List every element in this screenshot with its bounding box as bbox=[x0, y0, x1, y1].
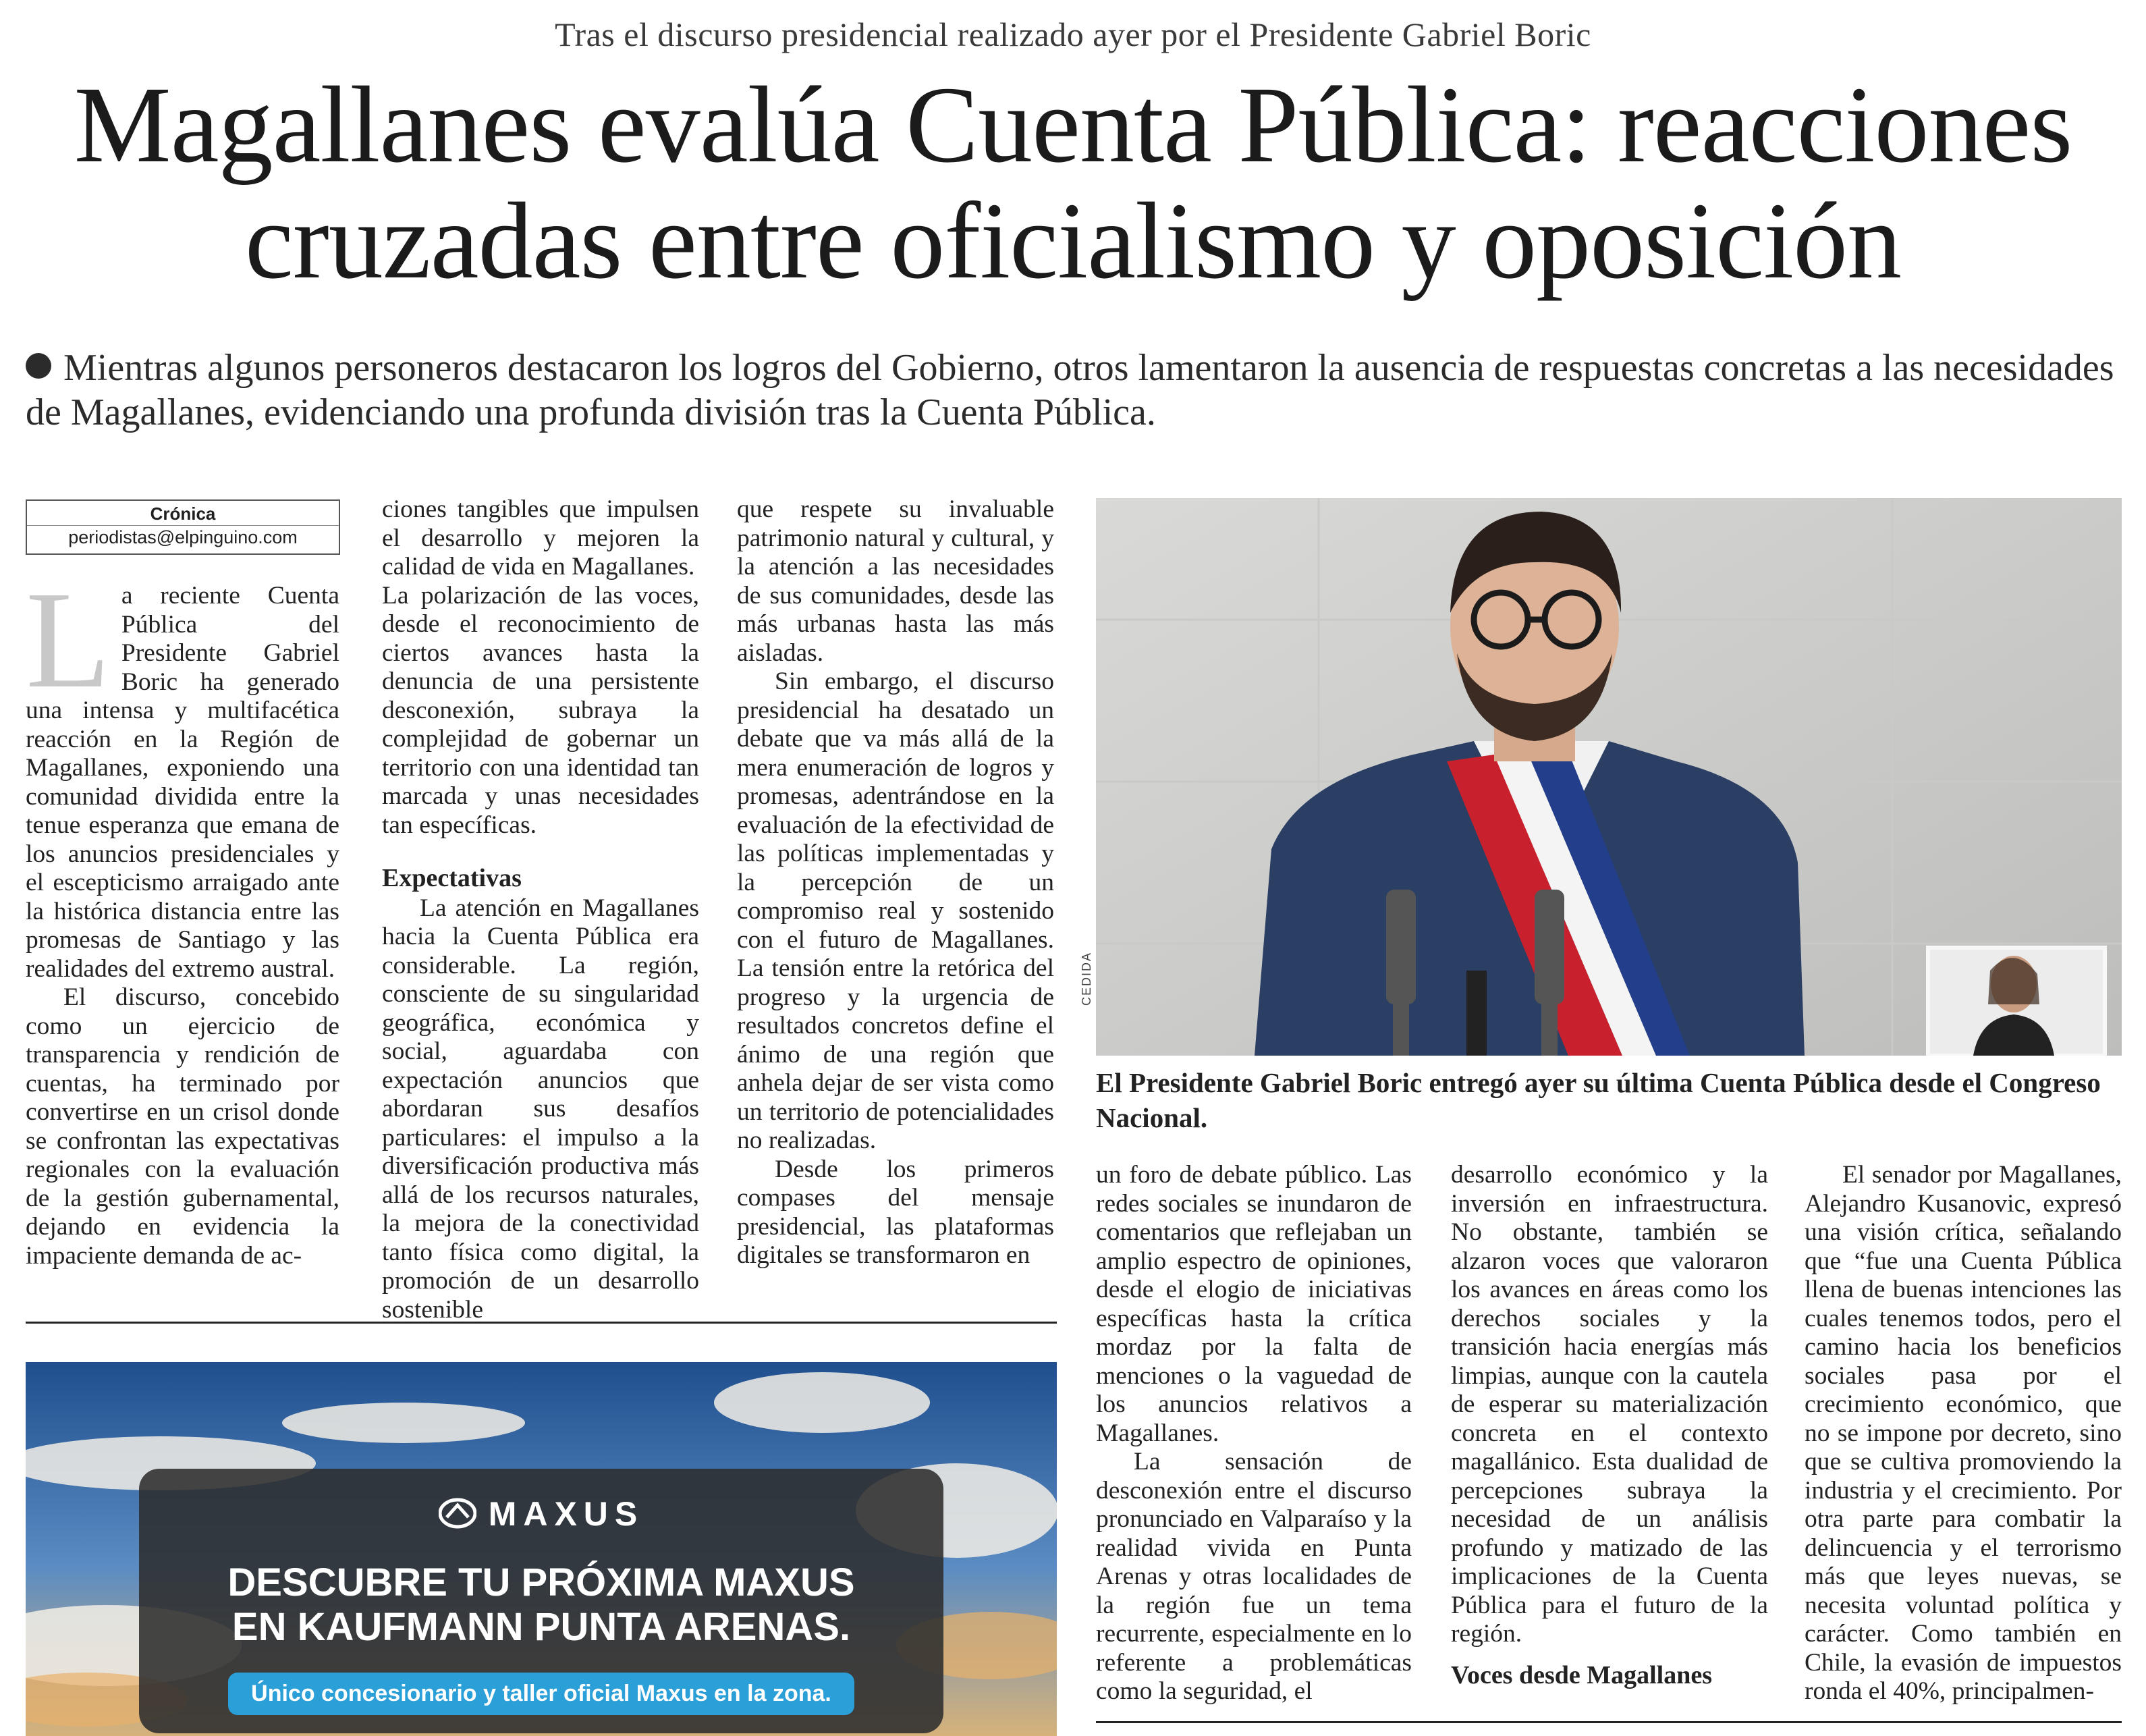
ad-brand: MAXUS bbox=[488, 1495, 644, 1533]
bullet-icon bbox=[26, 353, 51, 379]
column-rule-left bbox=[26, 1322, 1057, 1324]
byline-box bbox=[26, 499, 340, 555]
article-paragraph: La atención en Magallanes hacia la Cuenta Pública era considerable. La región, consciente de su singularidad geográfica, económica y social, aguardaba con expectación anuncios que abordaran sus desafíos particulares: el impulso a la diversificación productiva más allá de los recursos naturales, la mejora de la conectividad tanto física como digital, la promoción de un desarrollo sostenible bbox=[382, 894, 699, 1324]
article-paragraph: ciones tangibles que impulsen el desarrollo y mejoren la calidad de vida en Magallanes. bbox=[382, 495, 699, 580]
article-column-5 bbox=[1451, 1161, 1768, 1691]
article-paragraph: Desde los primeros compases del mensaje presidencial, las plataformas digitales se transformaron en bbox=[737, 1155, 1054, 1269]
article-paragraph: desarrollo económico y la inversión en infraestructura. No obstante, también se alzaron voces que valoraron los avances en áreas como los derechos sociales y la transición hacia energías más limpias, aunque con la cautela de esperar su materialización concreta en el contexto magallánico. Esta dualidad de percepciones subraya la necesidad de un análisis profundo y matizado de las implicaciones de la Cuenta Pública para el futuro de la región. bbox=[1451, 1161, 1768, 1648]
byline-section: Crónica bbox=[150, 504, 216, 524]
subhead-expectativas: Expectativas bbox=[382, 864, 522, 892]
article-column-1 bbox=[26, 562, 339, 1270]
article-column-3 bbox=[737, 495, 1054, 1270]
column-rule-right bbox=[1096, 1721, 2122, 1723]
article-paragraph: El discurso, concebido como un ejercicio de transparencia y rendición de cuentas, ha terminado por convertirse en un crisol donde se confrontan las expectativas regionales con la evaluación de la gestión gubernamental, dejando en evidencia la impaciente demanda de ac- bbox=[26, 983, 339, 1270]
maxus-advertisement[interactable] bbox=[26, 1362, 1057, 1736]
president-illustration bbox=[1096, 498, 2122, 1056]
article-paragraph: Sin embargo, el discurso presidencial ha desatado un debate que va más allá de la mera enumeración de logros y promesas, adentrándose en la evaluación de la efectividad de las políticas implementadas y la percepción de un compromiso real y sostenido con el futuro de Magallanes. La tensión entre la retórica del progreso y la urgencia de resultados concretos define el ánimo de una región que anhela dejar de ser vista como un territorio de potencialidades no realizadas. bbox=[737, 668, 1054, 1154]
drop-cap: L bbox=[26, 562, 111, 717]
maxus-logo-icon bbox=[439, 1497, 476, 1529]
article-paragraph: El senador por Magallanes, Alejandro Kusanovic, expresó una visión crítica, señalando que “fue una Cuenta Pública llena de buenas intenciones las cuales tenemos todos, pero el camino hacia los beneficios sociales pasa por el crecimiento económico, que no se impone por decreto, sino que se cultiva promoviendo la industria y el crecimiento. Por otra parte para combatir la delincuencia y el terrorismo más que leyes nuevas, se necesita voluntad política y carácter. Como también en Chile, la evasión de impuestos ronda el 40%, principalmen- bbox=[1805, 1161, 2122, 1705]
byline-email: periodistas@elpinguino.com bbox=[27, 525, 339, 549]
article-paragraph: La polarización de las voces, desde el reconocimiento de ciertos avances hasta la denuncia de una persistente desconexión, subraya la complejidad de gobernar un territorio con una identidad tan marcada y unas necesidades tan específicas. bbox=[382, 581, 699, 839]
photo-credit: CEDIDA bbox=[1080, 951, 1093, 1006]
subhead-voces: Voces desde Magallanes bbox=[1451, 1660, 1713, 1689]
article-column-6 bbox=[1805, 1161, 2122, 1706]
article-paragraph: La sensación de desconexión entre el discurso pronunciado en Valparaíso y la realidad vivida en Punta Arenas y otras localidades de la región fue un tema recurrente, especialmente en lo referente a problemáticas como la seguridad, el bbox=[1096, 1448, 1412, 1705]
article-paragraph: que respete su invaluable patrimonio natural y cultural, y la atención a las necesidades de sus comunidades, desde las más urbanas hasta las más aisladas. bbox=[737, 495, 1054, 667]
headline-line-1: Magallanes evalúa Cuenta Pública: reacciones bbox=[74, 65, 2072, 186]
ad-dealer-pill[interactable]: Único concesionario y taller oficial Maxus en la zona. bbox=[228, 1673, 854, 1715]
ad-headline-line-1: DESCUBRE TU PRÓXIMA MAXUS bbox=[227, 1561, 855, 1604]
article-column-2 bbox=[382, 495, 699, 1324]
lede bbox=[26, 346, 2118, 435]
article-paragraph: La reciente Cuenta Pública del Presidente Gabriel Boric ha generado una intensa y multifacética reacción en la Región de Magallanes, exponiendo una comunidad dividida entre la tenue esperanza que emana de los anuncios presidenciales y el escepticismo arraigado ante la histórica distancia entre las promesas de Santiago y las realidades del extremo austral. bbox=[26, 562, 339, 983]
headline bbox=[40, 67, 2106, 300]
kicker: Tras el discurso presidencial realizado ayer por el Presidente Gabriel Boric bbox=[555, 16, 1591, 53]
ad-headline-line-2: EN KAUFMANN PUNTA ARENAS. bbox=[231, 1605, 851, 1649]
headline-line-2: cruzadas entre oficialismo y oposición bbox=[244, 181, 1902, 302]
article-paragraph: un foro de debate público. Las redes sociales se inundaron de comentarios que reflejaban un amplio espectro de opiniones, desde el elogio de iniciativas específicas hasta la crítica mordaz por la falta de menciones o la vaguedad de los anuncios relativos a Magallanes. bbox=[1096, 1161, 1412, 1447]
article-column-4 bbox=[1096, 1161, 1412, 1706]
photo-caption: El Presidente Gabriel Boric entregó ayer su última Cuenta Pública desde el Congreso Nacional. bbox=[1096, 1067, 2101, 1133]
lede-text: Mientras algunos personeros destacaron los logros del Gobierno, otros lamentaron la ausencia de respuestas concretas a las necesidades de Magallanes, evidenciando una profunda división tras la Cuenta Pública. bbox=[26, 347, 2114, 433]
president-photo bbox=[1096, 498, 2122, 1056]
